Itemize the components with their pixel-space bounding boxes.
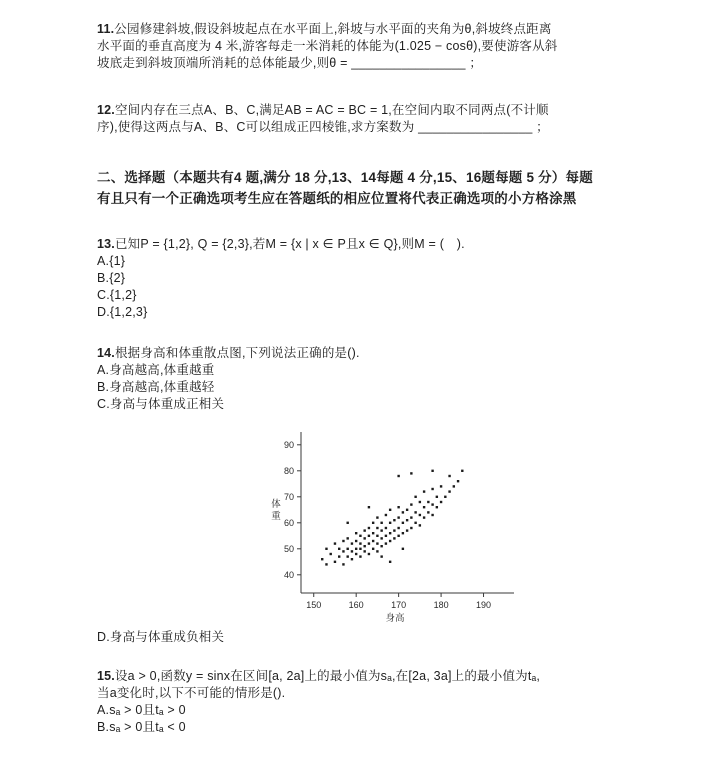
scatter-point: [397, 527, 399, 529]
scatter-point: [368, 527, 370, 529]
scatter-point: [414, 522, 416, 524]
scatter-point: [363, 537, 365, 539]
scatter-point: [363, 529, 365, 531]
section-2-header-line-2: 有且只有一个正确选项考生应在答题纸的相应位置将代表正确选项的小方格涂黑: [97, 191, 577, 206]
q14-stem: [97, 345, 625, 362]
q13-option-c: C.{1,2}: [97, 288, 137, 302]
scatter-point: [355, 540, 357, 542]
scatter-plot: [265, 427, 523, 627]
scatter-point: [380, 545, 382, 547]
scatter-point: [376, 527, 378, 529]
scatter-point: [423, 516, 425, 518]
q13-option-b: B.{2}: [97, 271, 126, 285]
q14-option-d: D.身高与体重成负相关: [97, 630, 225, 644]
scatter-point: [419, 501, 421, 503]
question-12: [97, 102, 625, 136]
q13-stem-text: 已知P = {1,2}, Q = {2,3},若M = {x | x ∈ P且x ∈ Q},则M = ( ).: [114, 237, 465, 251]
scatter-point: [457, 480, 459, 482]
scatter-point: [363, 550, 365, 552]
scatter-point: [342, 563, 344, 565]
scatter-point: [402, 511, 404, 513]
scatter-point: [355, 553, 357, 555]
scatter-point: [397, 506, 399, 508]
scatter-point: [393, 529, 395, 531]
scatter-point: [376, 542, 378, 544]
scatter-point: [440, 501, 442, 503]
scatter-point: [423, 490, 425, 492]
q13-number: 13.: [97, 237, 115, 251]
scatter-point: [372, 532, 374, 534]
scatter-point: [431, 470, 433, 472]
scatter-point: [431, 503, 433, 505]
y-axis-title-char: 体: [271, 499, 281, 510]
scatter-point: [423, 506, 425, 508]
scatter-point: [385, 535, 387, 537]
scatter-point: [355, 548, 357, 550]
scatter-point: [397, 516, 399, 518]
scatter-point: [338, 555, 340, 557]
q14-option-c: C.身高与体重成正相关: [97, 397, 225, 411]
scatter-point: [346, 522, 348, 524]
q12-line-1: [97, 102, 625, 119]
scatter-point: [431, 488, 433, 490]
scatter-point: [342, 540, 344, 542]
scatter-point: [406, 529, 408, 531]
scatter-point: [397, 535, 399, 537]
scatter-point: [359, 548, 361, 550]
q13-option-a: A.{1}: [97, 254, 126, 268]
x-tick-label: 150: [306, 600, 322, 610]
scatter-point: [376, 516, 378, 518]
scatter-point: [406, 509, 408, 511]
scatter-point: [436, 506, 438, 508]
scatter-point: [372, 540, 374, 542]
scatter-point: [444, 496, 446, 498]
scatter-point: [427, 511, 429, 513]
q15-line-1: [97, 668, 625, 685]
scatter-point: [402, 548, 404, 550]
scatter-point: [355, 532, 357, 534]
q13-option-d: D.{1,2,3}: [97, 305, 148, 319]
q11-line-1: [97, 21, 625, 38]
q12-text-1: 空间内存在三点A、B、C,满足AB = AC = BC = 1,在空间内取不同两点(不计顺: [114, 103, 549, 117]
q11-number: 11.: [97, 22, 115, 36]
q11-line-2: 水平面的垂直高度为 4 米,游客每走一米消耗的体能为(1.025 − cosθ),要使游客从斜: [97, 39, 558, 53]
q15-line-2: 当a变化时,以下不可能的情形是().: [97, 686, 286, 700]
q11-line-3: 坡底走到斜坡顶端所消耗的总体能最少,则θ = ________________ ；: [97, 56, 483, 70]
scatter-point: [389, 509, 391, 511]
scatter-point: [325, 563, 327, 565]
scatter-point: [427, 501, 429, 503]
x-tick-label: 190: [476, 600, 492, 610]
question-13: [97, 236, 625, 321]
section-2-header-line-1: 二、选择题（本题共有4 题,满分 18 分,13、14每题 4 分,15、16题每题 5 分）每题: [97, 170, 593, 185]
scatter-point: [410, 516, 412, 518]
height-weight-scatter-chart: [265, 427, 523, 627]
scatter-point: [397, 475, 399, 477]
scatter-point: [363, 545, 365, 547]
x-tick-label: 160: [348, 600, 364, 610]
scatter-point: [338, 548, 340, 550]
scatter-point: [410, 527, 412, 529]
scatter-point: [325, 548, 327, 550]
scatter-point: [368, 535, 370, 537]
y-tick-label: 70: [283, 491, 294, 502]
y-tick-label: 90: [283, 439, 294, 450]
scatter-point: [402, 522, 404, 524]
q12-number: 12.: [97, 103, 115, 117]
scatter-point: [330, 553, 332, 555]
q14-number: 14.: [97, 346, 115, 360]
q15-option-b: B.sₐ > 0且tₐ < 0: [97, 720, 186, 734]
scatter-point: [346, 537, 348, 539]
scatter-point: [419, 514, 421, 516]
scatter-point: [380, 522, 382, 524]
scatter-point: [359, 535, 361, 537]
scatter-point: [376, 535, 378, 537]
scatter-point: [368, 506, 370, 508]
scatter-point: [389, 540, 391, 542]
scatter-point: [346, 555, 348, 557]
scatter-point: [385, 514, 387, 516]
scatter-point: [346, 548, 348, 550]
q15-option-a: A.sₐ > 0且tₐ > 0: [97, 703, 186, 717]
scatter-point: [389, 522, 391, 524]
q15-text-1: 设a > 0,函数y = sinx在区间[a, 2a]上的最小值为sₐ,在[2a, 3a]上的最小值为tₐ,: [114, 669, 541, 683]
q12-line-2: 序),使得这两点与A、B、C可以组成正四棱锥,求方案数为 ________________ ；: [97, 120, 549, 134]
scatter-point: [351, 550, 353, 552]
scatter-point: [351, 558, 353, 560]
q11-text-1: 公园修建斜坡,假设斜坡起点在水平面上,斜坡与水平面的夹角为θ,斜坡终点距离: [114, 22, 552, 36]
scatter-point: [448, 475, 450, 477]
scatter-point: [334, 561, 336, 563]
y-tick-label: 40: [283, 569, 294, 580]
y-tick-label: 80: [283, 465, 294, 476]
scatter-point: [351, 542, 353, 544]
scatter-point: [410, 503, 412, 505]
scatter-point: [410, 472, 412, 474]
scatter-point: [380, 555, 382, 557]
scatter-point: [461, 470, 463, 472]
question-14: [97, 345, 625, 646]
scatter-point: [334, 542, 336, 544]
scatter-point: [402, 532, 404, 534]
scatter-point: [453, 485, 455, 487]
q14-stem-text: 根据身高和体重散点图,下列说法正确的是().: [114, 346, 360, 360]
scatter-point: [385, 542, 387, 544]
scatter-point: [342, 550, 344, 552]
scatter-point: [372, 522, 374, 524]
x-tick-label: 170: [391, 600, 407, 610]
scatter-point: [372, 548, 374, 550]
scatter-point: [419, 524, 421, 526]
y-axis-title-char: 重: [271, 511, 281, 522]
scatter-point: [436, 496, 438, 498]
scatter-point: [321, 558, 323, 560]
scatter-point: [393, 519, 395, 521]
scatter-point: [389, 561, 391, 563]
scatter-point: [359, 542, 361, 544]
q13-stem: [97, 236, 625, 253]
x-axis-title: 身高: [385, 613, 405, 624]
q14-option-a: A.身高越高,体重越重: [97, 363, 215, 377]
scatter-point: [368, 542, 370, 544]
scatter-point: [376, 550, 378, 552]
question-11: [97, 21, 625, 72]
scatter-point: [359, 555, 361, 557]
scatter-point: [380, 529, 382, 531]
y-tick-label: 50: [283, 543, 294, 554]
y-tick-label: 60: [283, 517, 294, 528]
q14-option-b: B.身高越高,体重越轻: [97, 380, 215, 394]
x-tick-label: 180: [433, 600, 449, 610]
section-2-header: [97, 167, 625, 209]
scatter-point: [448, 490, 450, 492]
scatter-point: [431, 514, 433, 516]
scatter-point: [440, 485, 442, 487]
scatter-point: [368, 553, 370, 555]
scatter-point: [380, 537, 382, 539]
scatter-point: [406, 519, 408, 521]
question-15: [97, 668, 625, 736]
scatter-point: [385, 527, 387, 529]
scatter-point: [393, 537, 395, 539]
scatter-point: [414, 511, 416, 513]
scatter-point: [389, 532, 391, 534]
q15-number: 15.: [97, 669, 115, 683]
scatter-point: [414, 496, 416, 498]
